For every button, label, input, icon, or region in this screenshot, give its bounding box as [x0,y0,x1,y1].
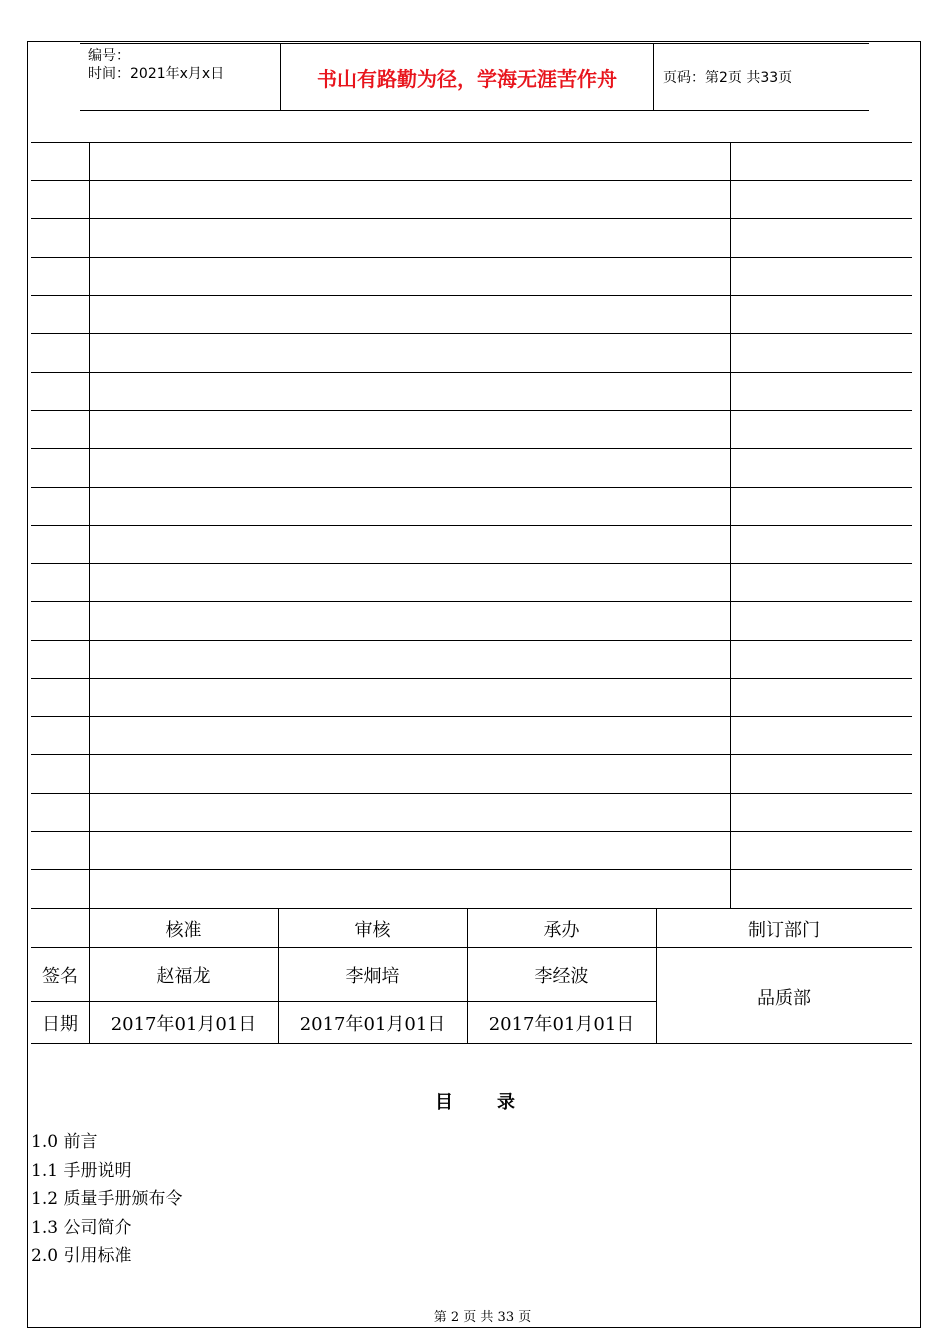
department-value: 品质部 [757,987,811,1009]
number-label: 编号： [88,48,130,64]
table-rule [31,525,912,526]
table-rule [31,448,912,449]
document-header [80,43,869,111]
toc-title-part-2: 录 [497,1092,515,1113]
table-rule [31,563,912,564]
slogan: 书山有路勤为径，学海无涯苦作舟 [281,44,654,110]
approval-header-handle: 承办 [543,919,580,941]
table-rule [31,678,912,679]
table-rule [31,142,912,143]
table-divider [89,142,90,1043]
table-divider [730,142,731,908]
page-info: 页码：第2页 共33页 [663,70,793,86]
table-rule [31,640,912,641]
table-rule [31,257,912,258]
toc-list [31,1128,182,1271]
date-review: 2017年01月01日 [299,1014,446,1035]
toc-item: 1.2 质量手册颁布令 [31,1189,183,1209]
table-rule [31,716,912,717]
table-rule [31,869,912,870]
time-line: 时间：2021年x月x日 [88,66,225,82]
table-rule [31,372,912,373]
approval-header-approve: 核准 [165,919,202,941]
approval-header-review: 审核 [354,919,391,941]
signature-approve: 赵福龙 [156,966,211,987]
toc-title [0,1088,950,1114]
table-rule [31,218,912,219]
toc-item: 2.0 引用标准 [31,1246,132,1266]
signature-review: 李炯培 [345,966,400,987]
header-meta-cell [80,44,281,110]
table-rule [31,410,912,411]
table-rule [31,754,912,755]
table-rule [31,831,912,832]
table-rule [31,908,912,909]
approval-header-department: 制订部门 [748,919,820,941]
table-rule [31,793,912,794]
table-rule [31,601,912,602]
date-row-label: 日期 [42,1014,78,1035]
toc-item: 1.1 手册说明 [31,1160,132,1181]
signature-handle: 李经波 [534,966,589,987]
table-rule [31,947,912,948]
page-footer: 第 2 页 共 33 页 [433,1310,532,1325]
table-rule [31,295,912,296]
toc-item: 1.3 公司简介 [31,1217,132,1238]
table-rule [31,487,912,488]
table-rule [31,333,912,334]
table-rule [31,180,912,181]
date-handle: 2017年01月01日 [488,1014,635,1035]
sign-row-label: 签名 [42,966,78,987]
toc-title-part-1: 目 [435,1092,453,1113]
toc-item: 1.0 前言 [31,1132,98,1152]
date-approve: 2017年01月01日 [110,1014,257,1035]
